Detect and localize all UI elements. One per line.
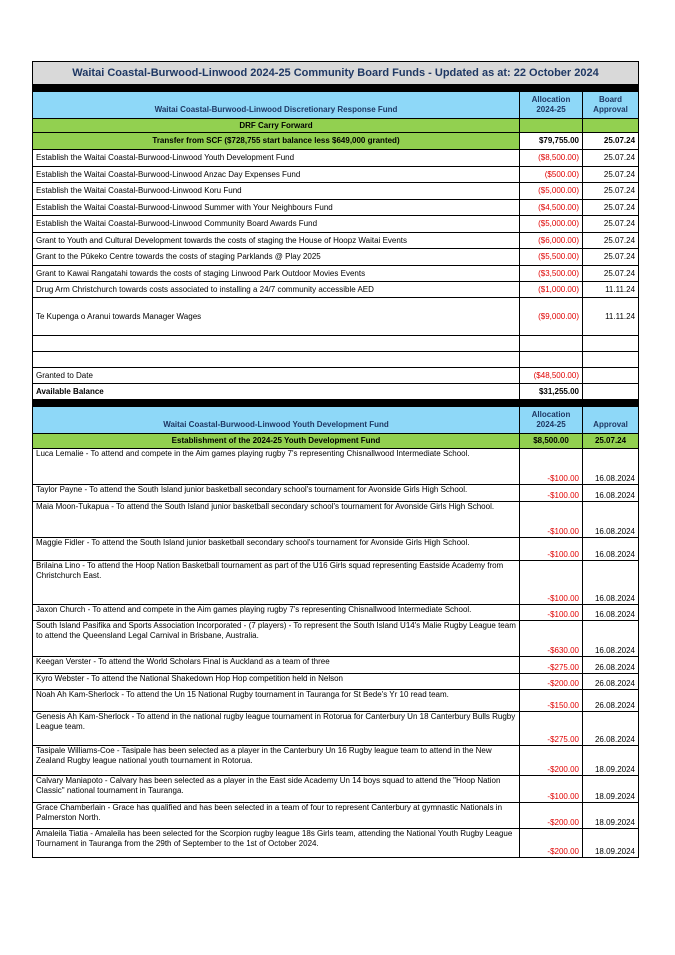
ydf-row-date: 16.08.2024 xyxy=(583,538,639,561)
drf-row xyxy=(33,266,639,282)
drf-row-date: 25.07.24 xyxy=(583,200,639,216)
blank-row xyxy=(33,336,639,352)
divider-bar xyxy=(33,400,639,407)
ydf-row-date: 18.09.2024 xyxy=(583,829,639,858)
balance-amount: $31,255.00 xyxy=(520,384,583,400)
drf-row xyxy=(33,282,639,298)
drf-row-date: 25.07.24 xyxy=(583,249,639,266)
ydf-row xyxy=(33,803,639,829)
page-title: Waitai Coastal-Burwood-Linwood 2024-25 Community Board Funds - Updated as at: 22 October 2024 xyxy=(33,62,639,85)
ydf-row-desc: Genesis Ah Kam-Sherlock - To attend in the national rugby league tournament in Rotorua for Canterbury Un 18 Canterbury Bulls Rugby League team. xyxy=(33,712,520,746)
drf-row-amount: ($5,500.00) xyxy=(520,249,583,266)
ydf-row xyxy=(33,674,639,690)
ydf-col-approval: Approval xyxy=(583,407,639,434)
drf-transfer-amount: $79,755.00 xyxy=(520,133,583,150)
drf-row-desc: Te Kupenga o Aranui towards Manager Wages xyxy=(33,298,520,336)
drf-row-amount: ($4,500.00) xyxy=(520,200,583,216)
ydf-row-date: 16.08.2024 xyxy=(583,502,639,538)
ydf-heading: Waitai Coastal-Burwood-Linwood Youth Development Fund xyxy=(33,407,520,434)
balance-label: Available Balance xyxy=(33,384,520,400)
ydf-row-date: 26.08.2024 xyxy=(583,657,639,674)
ydf-row-date: 16.08.2024 xyxy=(583,449,639,485)
ydf-row-desc: Amaleila Tiatia - Amaleila has been selected for the Scorpion rugby league 18s Girls team, attending the National Youth Rugby League Tournament in Tauranga from the 29th of September to the 1st of October 2024. xyxy=(33,829,520,858)
ydf-row-date: 18.09.2024 xyxy=(583,776,639,803)
ydf-row xyxy=(33,776,639,803)
ydf-row-amount: -$100.00 xyxy=(520,485,583,502)
drf-row xyxy=(33,167,639,183)
ydf-row xyxy=(33,449,639,485)
drf-row-date: 11.11.24 xyxy=(583,298,639,336)
ydf-row xyxy=(33,502,639,538)
ydf-row-amount: -$200.00 xyxy=(520,803,583,829)
ydf-establish-desc: Establishment of the 2024-25 Youth Development Fund xyxy=(33,434,520,449)
ydf-establish-date: 25.07.24 xyxy=(583,434,639,449)
drf-row-desc: Establish the Waitai Coastal-Burwood-Linwood Koru Fund xyxy=(33,183,520,200)
drf-row-date: 11.11.24 xyxy=(583,282,639,298)
ydf-row-amount: -$200.00 xyxy=(520,829,583,858)
ydf-establish-amount: $8,500.00 xyxy=(520,434,583,449)
ydf-row xyxy=(33,712,639,746)
ydf-row-date: 26.08.2024 xyxy=(583,690,639,712)
ydf-row-amount: -$100.00 xyxy=(520,449,583,485)
ydf-row-desc: Keegan Verster - To attend the World Scholars Final is Auckland as a team of three xyxy=(33,657,520,674)
ydf-row-amount: -$100.00 xyxy=(520,605,583,621)
ydf-row-desc: Jaxon Church - To attend and compete in the Aim games playing rugby 7's representing Chisnallwood Intermediate School. xyxy=(33,605,520,621)
drf-row xyxy=(33,183,639,200)
ydf-row-desc: Taylor Payne - To attend the South Island junior basketball secondary school's tournament for Avonside Girls High School. xyxy=(33,485,520,502)
drf-col-approval: Board Approval xyxy=(583,92,639,119)
ydf-row-date: 26.08.2024 xyxy=(583,674,639,690)
drf-row-desc: Establish the Waitai Coastal-Burwood-Linwood Summer with Your Neighbours Fund xyxy=(33,200,520,216)
ydf-row-desc: South Island Pasifika and Sports Association Incorporated - (7 players) - To represent the South Island U14's Malie Rugby League team to attend the Queensland Legal Carnival in Brisbane, Australia. xyxy=(33,621,520,657)
drf-row-desc: Establish the Waitai Coastal-Burwood-Linwood Anzac Day Expenses Fund xyxy=(33,167,520,183)
ydf-row-amount: -$200.00 xyxy=(520,746,583,776)
funds-table xyxy=(32,61,639,858)
ydf-row xyxy=(33,829,639,858)
ydf-row-desc: Tasipale Williams-Coe - Tasipale has been selected as a player in the Canterbury Un 16 Rugby league team to attend in the New Zealand Rugby league national youth tournament in Rotorua. xyxy=(33,746,520,776)
drf-row-date: 25.07.24 xyxy=(583,233,639,249)
divider-bar xyxy=(33,85,639,92)
ydf-row xyxy=(33,746,639,776)
drf-transfer-desc: Transfer from SCF ($728,755 start balance less $649,000 granted) xyxy=(33,133,520,150)
drf-row-date: 25.07.24 xyxy=(583,167,639,183)
ydf-row-date: 26.08.2024 xyxy=(583,712,639,746)
drf-row-desc: Establish the Waitai Coastal-Burwood-Linwood Youth Development Fund xyxy=(33,150,520,167)
drf-row xyxy=(33,150,639,167)
drf-row-date: 25.07.24 xyxy=(583,266,639,282)
drf-row-desc: Drug Arm Christchurch towards costs associated to installing a 24/7 community accessible AED xyxy=(33,282,520,298)
granted-label: Granted to Date xyxy=(33,368,520,384)
drf-row-desc: Grant to Kawai Rangatahi towards the costs of staging Linwood Park Outdoor Movies Events xyxy=(33,266,520,282)
blank-row xyxy=(33,352,639,368)
ydf-row xyxy=(33,621,639,657)
ydf-row-desc: Noah Ah Kam-Sherlock - To attend the Un 15 National Rugby tournament in Tauranga for St Bede's Yr 10 read team. xyxy=(33,690,520,712)
ydf-row-desc: Maia Moon-Tukapua - To attend the South Island junior basketball secondary school's tournament for Avonside Girls High School. xyxy=(33,502,520,538)
drf-row xyxy=(33,298,639,336)
drf-col-allocation: Allocation 2024-25 xyxy=(520,92,583,119)
drf-row-amount: ($5,000.00) xyxy=(520,183,583,200)
ydf-row-desc: Maggie Fidler - To attend the South Island junior basketball secondary school's tournament for Avonside Girls High School. xyxy=(33,538,520,561)
ydf-row-amount: -$275.00 xyxy=(520,657,583,674)
ydf-row-desc: Calvary Maniapoto - Calvary has been selected as a player in the East side Academy Un 14 boys squad to attend the "Hoop Nation Classic" national tournament in Tauranga. xyxy=(33,776,520,803)
drf-transfer-date: 25.07.24 xyxy=(583,133,639,150)
drf-row-amount: ($3,500.00) xyxy=(520,266,583,282)
granted-amount: ($48,500.00) xyxy=(520,368,583,384)
drf-row xyxy=(33,200,639,216)
ydf-row-date: 18.09.2024 xyxy=(583,746,639,776)
drf-row-date: 25.07.24 xyxy=(583,183,639,200)
drf-row-amount: ($5,000.00) xyxy=(520,216,583,233)
ydf-row xyxy=(33,485,639,502)
funds-sheet xyxy=(32,61,638,858)
ydf-row-amount: -$100.00 xyxy=(520,561,583,605)
ydf-row-date: 18.09.2024 xyxy=(583,803,639,829)
ydf-row-amount: -$200.00 xyxy=(520,674,583,690)
drf-row-amount: ($8,500.00) xyxy=(520,150,583,167)
ydf-row-desc: Grace Chamberlain - Grace has qualified and has been selected in a team of four to represent Canterbury at gymnastic Nationals in Palmerston North. xyxy=(33,803,520,829)
drf-carry-forward: DRF Carry Forward xyxy=(33,119,520,133)
drf-heading: Waitai Coastal-Burwood-Linwood Discretionary Response Fund xyxy=(33,92,520,119)
drf-row-amount: ($6,000.00) xyxy=(520,233,583,249)
ydf-row-desc: Luca Lemalie - To attend and compete in the Aim games playing rugby 7's representing Chisnallwood Intermediate School. xyxy=(33,449,520,485)
ydf-row-amount: -$630.00 xyxy=(520,621,583,657)
ydf-row-date: 16.08.2024 xyxy=(583,621,639,657)
drf-row xyxy=(33,233,639,249)
drf-row-desc: Establish the Waitai Coastal-Burwood-Linwood Community Board Awards Fund xyxy=(33,216,520,233)
drf-row-amount: ($1,000.00) xyxy=(520,282,583,298)
ydf-row-amount: -$275.00 xyxy=(520,712,583,746)
ydf-row xyxy=(33,690,639,712)
ydf-row xyxy=(33,538,639,561)
ydf-row-amount: -$100.00 xyxy=(520,776,583,803)
ydf-row-date: 16.08.2024 xyxy=(583,605,639,621)
ydf-row-date: 16.08.2024 xyxy=(583,485,639,502)
drf-row xyxy=(33,216,639,233)
drf-row-desc: Grant to the Pūkeko Centre towards the costs of staging Parklands @ Play 2025 xyxy=(33,249,520,266)
ydf-row-amount: -$100.00 xyxy=(520,538,583,561)
ydf-row-date: 16.08.2024 xyxy=(583,561,639,605)
drf-row-desc: Grant to Youth and Cultural Development towards the costs of staging the House of Hoopz Waitai Events xyxy=(33,233,520,249)
ydf-row-desc: Brilaina Lino - To attend the Hoop Nation Basketball tournament as part of the U16 Girls squad representing Eastside Academy from Christchurch East. xyxy=(33,561,520,605)
ydf-row-amount: -$150.00 xyxy=(520,690,583,712)
ydf-row xyxy=(33,605,639,621)
ydf-row xyxy=(33,561,639,605)
drf-row-date: 25.07.24 xyxy=(583,216,639,233)
ydf-row-amount: -$100.00 xyxy=(520,502,583,538)
drf-row-date: 25.07.24 xyxy=(583,150,639,167)
drf-row-amount: ($500.00) xyxy=(520,167,583,183)
drf-row xyxy=(33,249,639,266)
ydf-row-desc: Kyro Webster - To attend the National Shakedown Hop Hop competition held in Nelson xyxy=(33,674,520,690)
ydf-col-allocation: Allocation 2024-25 xyxy=(520,407,583,434)
ydf-row xyxy=(33,657,639,674)
drf-row-amount: ($9,000.00) xyxy=(520,298,583,336)
